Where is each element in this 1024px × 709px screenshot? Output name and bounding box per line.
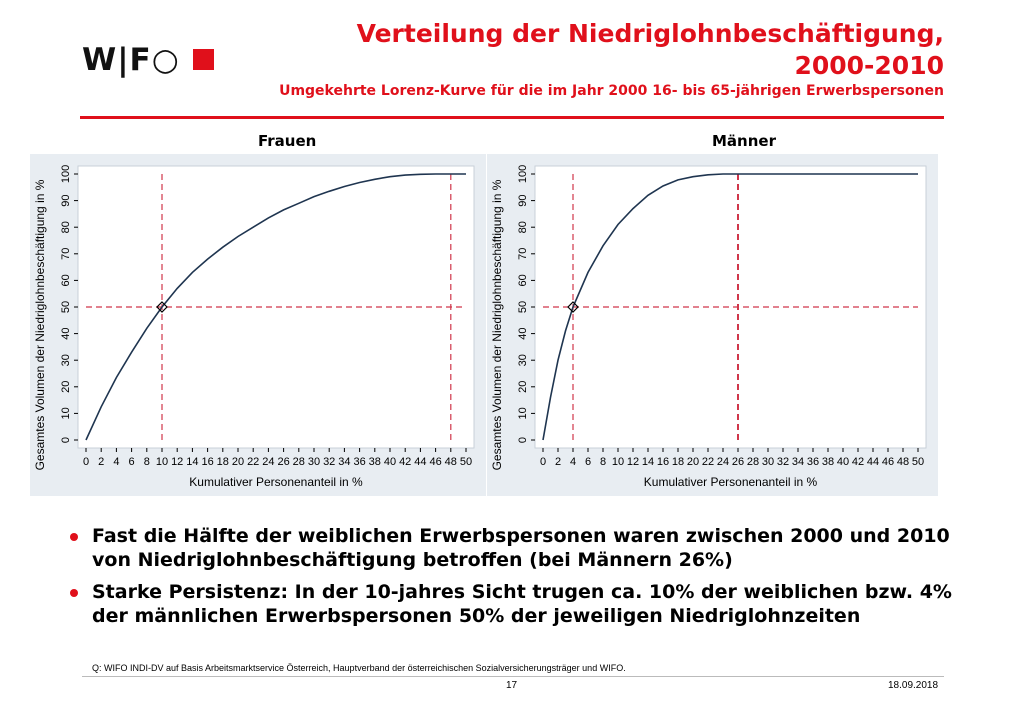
y-tick-label: 30 [517,354,529,367]
x-tick-label: 30 [761,456,775,468]
x-tick-label: 24 [262,456,275,468]
x-tick-label: 6 [584,456,592,468]
page-title-line1: Verteilung der Niedriglohnbeschäftigung, [356,19,944,48]
source-note: Q: WIFO INDI-DV auf Basis Arbeitsmarktservice Österreich, Hauptverband der österreichischen Sozialversicherungsträger und WIFO. [92,663,626,673]
y-tick-label: 80 [517,221,529,234]
y-tick-label: 20 [60,380,72,393]
x-tick-label: 44 [414,456,427,468]
x-tick-label: 18 [671,456,685,468]
x-tick-label: 40 [383,456,397,468]
x-tick-label: 46 [429,456,442,468]
y-tick-label: 80 [60,221,72,234]
x-tick-label: 42 [399,456,412,468]
x-tick-label: 50 [911,456,925,468]
y-tick-label: 10 [517,407,529,420]
x-tick-label: 48 [444,456,457,468]
x-tick-label: 46 [881,456,895,468]
x-tick-label: 6 [128,456,135,468]
x-tick-label: 26 [277,456,290,468]
y-tick-label: 100 [517,164,529,184]
x-tick-label: 48 [896,456,910,468]
page-subtitle: Umgekehrte Lorenz-Kurve für die im Jahr 2000 16- bis 65-jährigen Erwerbspersonen [279,83,944,99]
x-tick-label: 20 [231,456,245,468]
x-tick-label: 34 [791,456,805,468]
x-tick-label: 14 [641,456,655,468]
x-tick-label: 10 [155,456,169,468]
y-tick-label: 90 [517,194,529,207]
bullet-dot [70,589,78,597]
x-tick-label: 18 [216,456,229,468]
x-tick-label: 28 [746,456,760,468]
x-tick-label: 20 [686,456,700,468]
x-tick-label: 12 [626,456,640,468]
y-tick-label: 40 [517,327,529,340]
x-tick-label: 28 [292,456,305,468]
bullet-dot [70,533,78,541]
bullet-text-1: Fast die Hälfte der weiblichen Erwerbspersonen waren zwischen 2000 und 2010 von Niedriglohnbeschäftigung betroffen (bei Männern 26%) [92,525,950,571]
x-tick-label: 36 [353,456,366,468]
logo-text: W|F○ [82,42,180,78]
wifo-logo [82,44,180,76]
panel-title-maenner: Männer [712,132,776,150]
y-tick-label: 10 [60,407,72,420]
y-tick-label: 70 [60,247,72,260]
y-tick-label: 50 [517,300,529,314]
x-tick-label: 32 [776,456,790,468]
x-tick-label: 8 [143,456,150,468]
y-tick-label: 100 [60,164,72,184]
chart-frauen [30,154,486,496]
x-tick-label: 8 [599,456,607,468]
y-tick-label: 40 [60,327,72,340]
x-tick-label: 34 [338,456,351,468]
x-tick-label: 16 [656,456,670,468]
x-tick-label: 36 [806,456,820,468]
bullet-item [70,524,960,572]
x-tick-label: 4 [569,456,577,468]
y-tick-label: 20 [517,380,529,393]
x-tick-label: 44 [866,456,880,468]
y-tick-label: 0 [517,436,529,444]
x-tick-label: 32 [323,456,336,468]
footer-date: 18.09.2018 [888,680,939,691]
x-tick-label: 0 [82,456,90,468]
page-title-line2: 2000-2010 [794,51,944,80]
x-tick-label: 4 [113,456,120,468]
y-tick-label: 30 [60,354,72,367]
x-tick-label: 22 [247,456,260,468]
y-tick-label: 60 [517,274,529,287]
y-tick-label: 90 [60,194,72,207]
bullet-list [70,524,960,636]
x-tick-label: 16 [201,456,214,468]
x-tick-label: 0 [539,456,547,468]
x-tick-label: 22 [701,456,715,468]
y-tick-label: 50 [60,300,72,314]
y-axis-title: Gesamtes Volumen der Niedriglohnbeschäftigung in % [490,179,504,471]
y-tick-label: 0 [60,436,72,444]
x-tick-label: 10 [611,456,625,468]
x-axis-title: Kumulativer Personenanteil in % [189,475,363,489]
footer-divider [82,676,944,677]
x-tick-label: 2 [554,456,562,468]
header [279,18,944,100]
y-axis-title: Gesamtes Volumen der Niedriglohnbeschäftigung in % [33,179,47,471]
panel-title-frauen: Frauen [258,132,317,150]
y-tick-label: 70 [517,247,529,260]
bullet-text-2: Starke Persistenz: In der 10-jahres Sicht trugen ca. 10% der weiblichen bzw. 4% der männlichen Erwerbspersonen 50% der jeweiligen Niedriglohnzeiten [92,581,952,627]
y-tick-label: 60 [60,274,72,287]
bullet-item [70,580,960,628]
title-divider [80,116,944,119]
x-tick-label: 26 [731,456,745,468]
logo-red-square [193,49,214,70]
x-tick-label: 50 [459,456,473,468]
x-tick-label: 40 [836,456,850,468]
x-tick-label: 12 [171,456,184,468]
chart-maenner [487,154,938,496]
x-tick-label: 38 [821,456,835,468]
x-tick-label: 38 [368,456,381,468]
x-tick-label: 42 [851,456,865,468]
x-tick-label: 14 [186,456,199,468]
x-tick-label: 30 [307,456,321,468]
x-tick-label: 24 [716,456,730,468]
page-number: 17 [506,680,518,691]
x-tick-label: 2 [98,456,105,468]
x-axis-title: Kumulativer Personenanteil in % [643,475,818,489]
